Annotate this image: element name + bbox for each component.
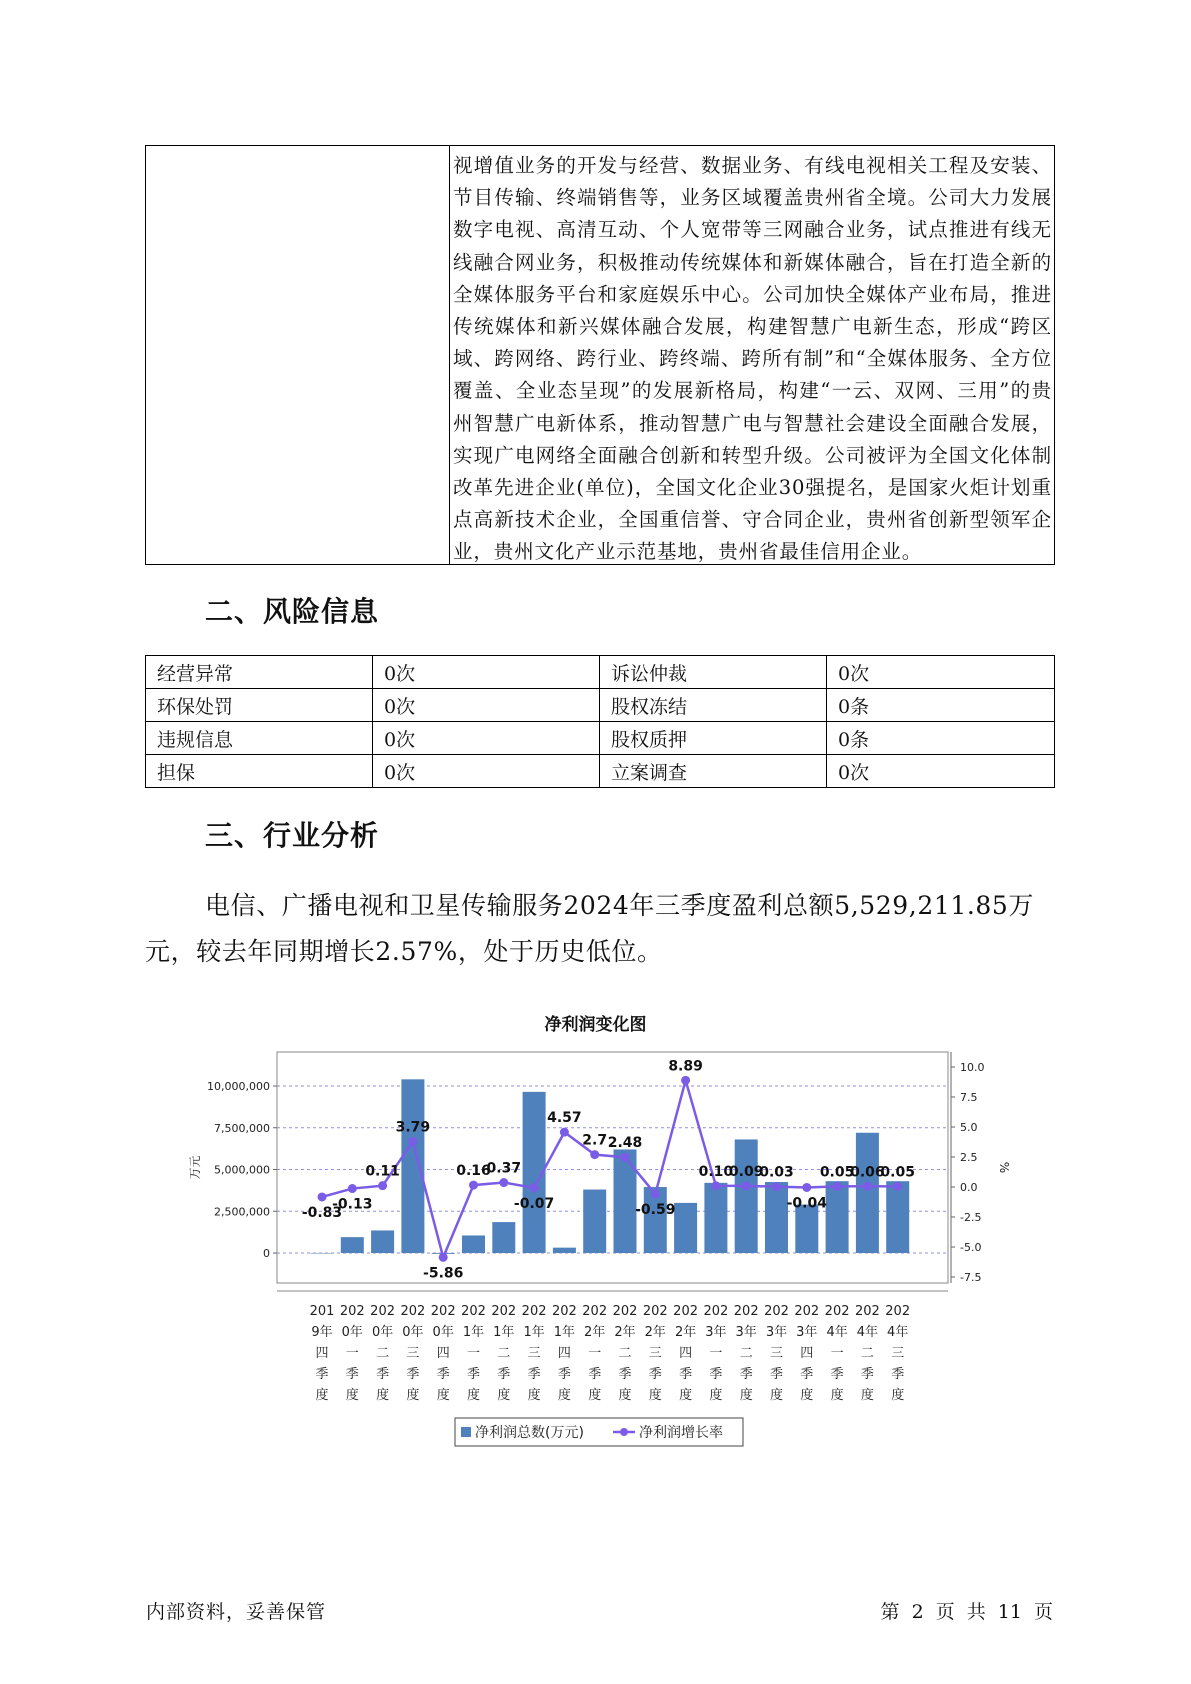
growth-point [439,1253,448,1262]
x-tick-label: 度 [315,1388,329,1403]
x-tick-label: 202 [430,1304,456,1319]
x-tick-label: 一 [588,1346,602,1361]
legend-bar-label: 净利润总数(万元) [475,1425,584,1441]
x-tick-label: 度 [588,1388,602,1403]
risk-value: 0次 [827,755,1055,788]
risk-label: 担保 [146,755,373,788]
x-tick-label: 202 [794,1304,820,1319]
bar [401,1079,424,1253]
risk-label: 经营异常 [146,656,373,689]
bar [462,1235,485,1253]
risk-value: 0次 [827,656,1055,689]
risk-label: 股权冻结 [600,689,827,722]
bar [553,1248,576,1253]
x-tick-label: 0年 [371,1325,394,1340]
data-label: 0.16 [456,1163,491,1180]
x-tick-label: 季 [345,1367,359,1382]
bar [826,1181,849,1253]
y2-tick-label: 10.0 [960,1061,985,1074]
x-tick-label: 1年 [553,1325,576,1340]
growth-point [681,1076,690,1085]
x-tick-label: 202 [551,1304,577,1319]
x-tick-label: 202 [854,1304,880,1319]
industry-paragraph: 电信、广播电视和卫星传输服务2024年三季度盈利总额5,529,211.85万元，较去年同期增长2.57%，处于历史低位。 [145,891,1035,966]
x-tick-label: 202 [339,1304,365,1319]
x-tick-label: 1年 [523,1325,545,1340]
table-row [146,656,1055,689]
x-tick-label: 4年 [887,1325,909,1340]
growth-point [651,1190,660,1199]
bar [583,1190,606,1253]
risk-label: 股权质押 [600,722,827,755]
x-tick-label: 度 [860,1388,874,1403]
bar [765,1182,788,1253]
legend-bar-swatch [461,1427,471,1437]
data-label: 0.03 [759,1164,794,1181]
data-label: 0.05 [819,1164,855,1181]
data-label: 0.06 [850,1164,885,1181]
x-tick-label: 季 [376,1367,390,1382]
x-tick-label: 二 [739,1346,753,1361]
data-label: 0.37 [486,1160,522,1177]
data-label: 2.7 [582,1132,608,1149]
growth-point [530,1183,539,1192]
y2-tick-label: 0.0 [960,1181,978,1194]
x-tick-label: 度 [648,1388,662,1403]
industry-heading: 三、行业分析 [205,819,380,852]
risk-label: 立案调查 [600,755,827,788]
risk-value: 0次 [373,722,600,755]
x-tick-label: 度 [709,1388,723,1403]
x-tick-label: 9年 [311,1325,333,1340]
risk-value: 0条 [827,689,1055,722]
x-tick-label: 一 [466,1346,481,1361]
x-tick-label: 3年 [705,1325,727,1340]
x-tick-label: 202 [703,1304,729,1319]
legend-line-label: 净利润增长率 [639,1425,723,1441]
x-tick-label: 202 [673,1304,699,1319]
x-tick-label: 四 [557,1346,571,1361]
x-tick-label: 度 [830,1388,844,1403]
data-label: 3.79 [395,1119,431,1136]
y-tick-label: 5,000,000 [214,1163,270,1177]
bar [674,1203,697,1253]
risk-value: 0次 [373,755,600,788]
x-tick-label: 季 [830,1367,844,1382]
bar [311,1253,334,1254]
growth-point [560,1128,569,1137]
x-tick-label: 季 [406,1367,420,1382]
risk-table [145,655,1055,788]
growth-point [348,1184,357,1193]
x-tick-label: 季 [769,1367,784,1382]
growth-point [802,1183,811,1192]
page-number: 第 2 页 共 11 页 [880,1601,1053,1623]
x-tick-label: 2年 [674,1325,697,1340]
company-intro-text: 视增值业务的开发与经营、数据业务、有线电视相关工程及安装、节目传输、终端销售等，业务区域覆盖贵州省全境。公司大力发展数字电视、高清互动、个人宽带等三网融合业务，试点推进有线无线融合网业务，积极推动传统媒体和新媒体融合，旨在打造全新的全媒体服务平台和家庭娱乐中心。公司加快全媒体产业布局，推进传统媒体和新兴媒体融合发展，构建智慧广电新生态，形成“跨区域、跨网络、跨行业、跨终端、跨所有制”和“全媒体服务、全方位覆盖、全业态呈现”的发展新格局，构建“一云、双网、三用”的贵州智慧广电新体系，推动智慧广电与智慧社会建设全面融合发展，实现广电网络全面融合创新和转型升级。公司被评为全国文化体制改革先进企业(单位)，全国文化企业30强提名，是国家火炬计划重点高新技术企业，全国重信誉、守合同企业，贵州省创新型领军企业，贵州文化产业示范基地，贵州省最佳信用企业。 [453,154,1052,564]
growth-point [499,1178,508,1187]
x-tick-label: 度 [891,1388,905,1403]
risk-label: 诉讼仲裁 [600,656,827,689]
risk-label: 环保处罚 [146,689,373,722]
table-row [146,755,1055,788]
data-label: -0.59 [635,1202,676,1219]
x-tick-label: 202 [582,1304,608,1319]
bar [886,1181,909,1253]
x-tick-label: 202 [885,1304,911,1319]
x-tick-label: 四 [436,1346,450,1361]
x-tick-label: 季 [588,1367,602,1382]
x-tick-label: 2年 [584,1325,606,1340]
x-tick-label: 二 [618,1346,632,1361]
x-tick-label: 季 [497,1367,511,1382]
x-tick-label: 2年 [644,1325,666,1340]
growth-point [469,1181,478,1190]
x-tick-label: 1年 [462,1325,485,1340]
x-tick-label: 度 [466,1388,481,1403]
y-tick-label: 10,000,000 [207,1080,270,1093]
y-axis-title: 万元 [188,1155,202,1180]
risk-label: 违规信息 [146,722,373,755]
x-tick-label: 一 [709,1346,723,1361]
data-label: 0.10 [698,1163,734,1180]
data-label: -0.04 [786,1195,827,1212]
y2-tick-label: -2.5 [960,1211,982,1224]
data-label: 4.57 [547,1110,582,1127]
x-tick-label: 202 [764,1304,789,1319]
x-tick-label: 202 [521,1304,547,1319]
growth-point [863,1182,872,1191]
x-tick-label: 度 [436,1388,450,1403]
x-tick-label: 202 [461,1304,486,1319]
growth-point [833,1182,842,1191]
x-tick-label: 度 [557,1388,571,1403]
bar [795,1205,818,1253]
x-tick-label: 二 [497,1346,511,1361]
x-tick-label: 三 [406,1346,420,1361]
y2-tick-label: 7.5 [960,1091,978,1104]
x-tick-label: 度 [800,1388,814,1403]
x-tick-label: 季 [436,1367,450,1382]
data-label: 0.09 [728,1163,764,1180]
net-profit-chart [0,1030,1191,1470]
footer-confidential: 内部资料，妥善保管 [146,1601,327,1623]
x-tick-label: 三 [769,1346,784,1361]
y2-tick-label: 2.5 [960,1151,978,1164]
x-tick-label: 202 [491,1304,517,1319]
bar [704,1183,727,1253]
bar [735,1139,758,1253]
y2-axis-title: % [997,1161,1011,1174]
x-tick-label: 度 [618,1388,632,1403]
table-row [146,722,1055,755]
y-tick-label: 7,500,000 [214,1121,270,1135]
x-tick-label: 202 [824,1304,850,1319]
x-tick-label: 季 [466,1367,481,1382]
x-tick-label: 四 [315,1346,329,1361]
growth-point [408,1137,417,1146]
x-tick-label: 一 [345,1346,359,1361]
bar [341,1237,364,1253]
data-label: -5.86 [423,1265,464,1282]
x-tick-label: 季 [860,1367,874,1382]
x-tick-label: 202 [642,1304,668,1319]
x-tick-label: 季 [648,1367,662,1382]
data-label: -0.13 [332,1196,373,1213]
x-tick-label: 二 [860,1346,874,1361]
risk-value: 0条 [827,722,1055,755]
growth-point [893,1182,902,1191]
x-tick-label: 度 [376,1388,390,1403]
x-tick-label: 三 [527,1346,541,1361]
data-label: 0.11 [365,1163,400,1180]
x-tick-label: 度 [679,1388,693,1403]
x-tick-label: 度 [497,1388,511,1403]
risk-heading: 二、风险信息 [205,595,380,628]
x-tick-label: 202 [612,1304,638,1319]
x-tick-label: 度 [769,1388,784,1403]
data-label: 0.05 [880,1164,915,1181]
x-tick-label: 4年 [826,1325,848,1340]
growth-point [621,1153,630,1162]
x-tick-label: 二 [376,1346,390,1361]
x-tick-label: 201 [309,1304,335,1319]
data-label: 8.89 [668,1058,703,1075]
y-tick-label: 2,500,000 [214,1205,270,1219]
x-tick-label: 202 [400,1304,426,1319]
x-tick-label: 季 [709,1367,723,1382]
growth-point [742,1181,751,1190]
x-tick-label: 202 [370,1304,396,1319]
table-row [146,689,1055,722]
y2-tick-label: -5.0 [960,1241,982,1254]
x-tick-label: 四 [800,1346,814,1361]
growth-point [318,1192,327,1201]
x-tick-label: 202 [733,1304,759,1319]
x-tick-label: 季 [891,1367,905,1382]
x-tick-label: 度 [739,1388,753,1403]
bar [492,1222,515,1253]
x-tick-label: 度 [527,1388,541,1403]
y2-tick-label: 5.0 [960,1121,978,1134]
intro-label-cell [146,146,450,564]
legend-line-marker [620,1428,628,1436]
x-tick-label: 3年 [735,1325,757,1340]
bar [371,1230,394,1253]
x-tick-label: 0年 [432,1325,454,1340]
x-tick-label: 4年 [856,1325,879,1340]
x-tick-label: 季 [618,1367,632,1382]
company-intro-table [145,145,1055,565]
x-tick-label: 季 [800,1367,814,1382]
y-tick-label: 0 [263,1247,270,1260]
x-tick-label: 0年 [402,1325,424,1340]
data-label: -0.83 [301,1204,343,1221]
risk-value: 0次 [373,689,600,722]
x-tick-label: 季 [557,1367,571,1382]
x-tick-label: 3年 [796,1325,818,1340]
x-tick-label: 2年 [614,1325,636,1340]
bar [856,1133,879,1253]
x-tick-label: 一 [830,1346,844,1361]
x-tick-label: 度 [406,1388,420,1403]
data-label: 2.48 [607,1135,643,1152]
bar [614,1149,637,1253]
x-tick-label: 三 [891,1346,905,1361]
x-tick-label: 季 [739,1367,753,1382]
x-tick-label: 四 [679,1346,693,1361]
x-tick-label: 三 [648,1346,662,1361]
x-tick-label: 度 [345,1388,359,1403]
growth-point [772,1182,781,1191]
x-tick-label: 0年 [341,1325,363,1340]
growth-point [711,1181,720,1190]
risk-value: 0次 [373,656,600,689]
chart-title: 净利润变化图 [544,1015,647,1035]
x-tick-label: 3年 [765,1325,788,1340]
growth-point [378,1181,387,1190]
x-tick-label: 季 [315,1367,329,1382]
x-tick-label: 季 [679,1367,693,1382]
growth-point [590,1150,599,1159]
y2-tick-label: -7.5 [960,1271,982,1284]
x-tick-label: 1年 [493,1325,515,1340]
x-tick-label: 季 [527,1367,541,1382]
data-label: -0.07 [513,1195,555,1212]
